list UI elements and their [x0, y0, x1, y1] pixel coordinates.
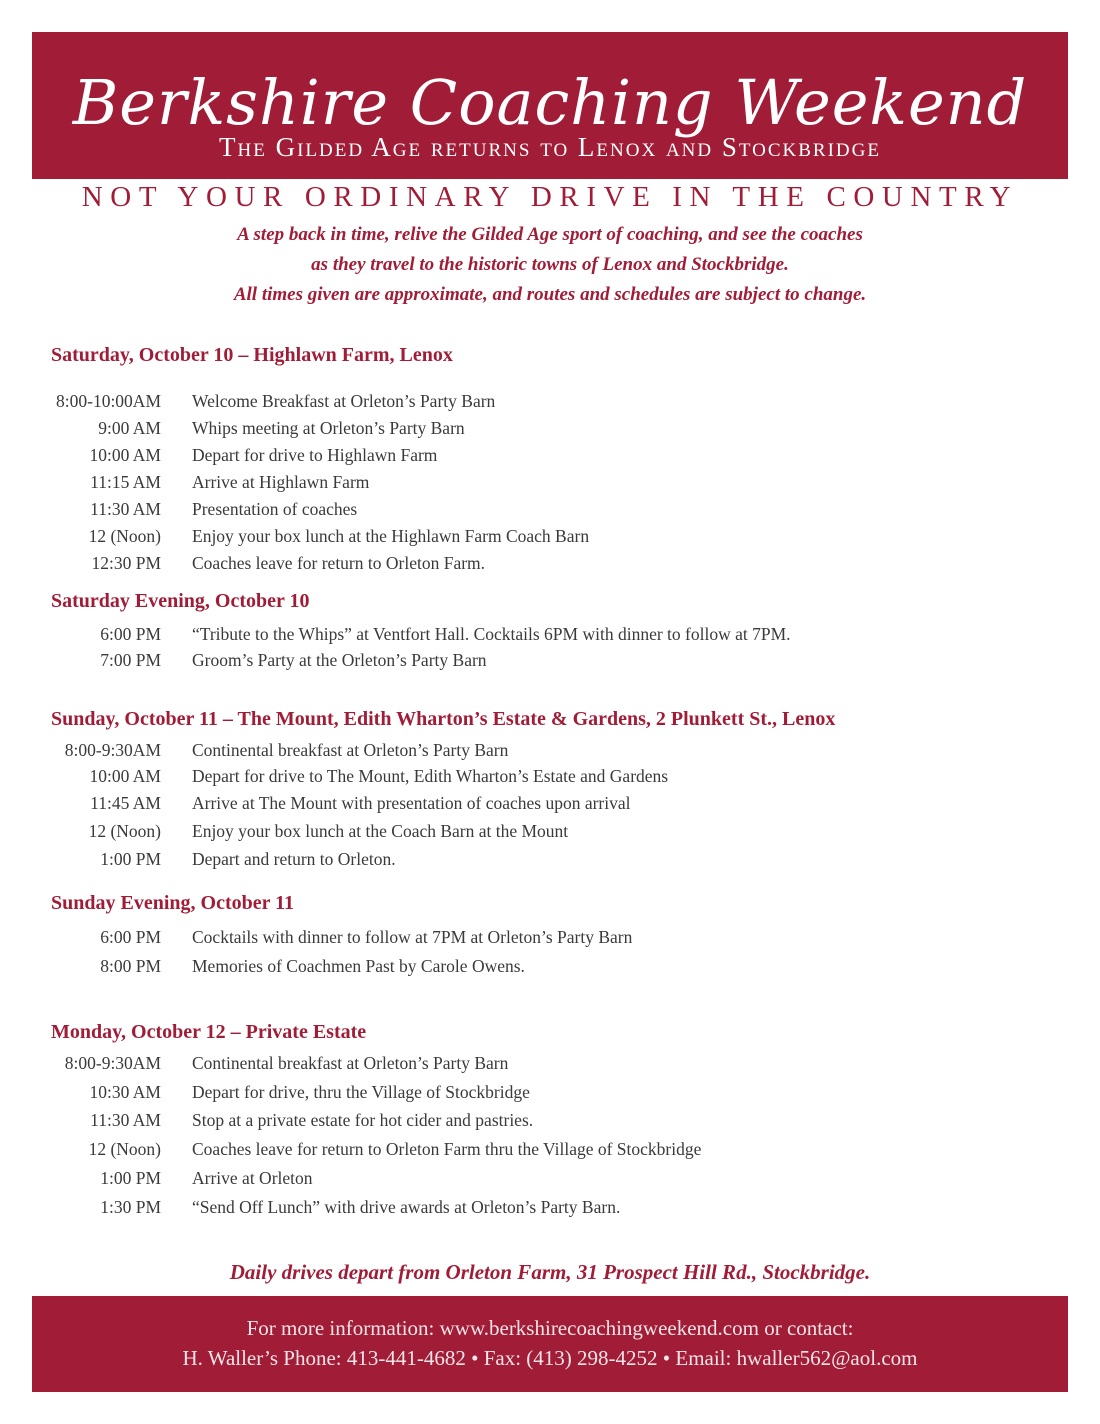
page-title: Berkshire Coaching Weekend — [72, 66, 1028, 139]
event-time: 6:00 PM — [100, 927, 161, 947]
event-description: “Tribute to the Whips” at Ventfort Hall. Cocktails 6PM with dinner to follow at 7PM. — [192, 624, 791, 644]
event-time: 1:00 PM — [100, 1168, 161, 1188]
event-description: Coaches leave for return to Orleton Farm thru the Village of Stockbridge — [192, 1139, 702, 1159]
event-time: 7:00 PM — [100, 650, 161, 670]
event-description: Whips meeting at Orleton’s Party Barn — [192, 418, 465, 438]
contact-details-line: H. Waller’s Phone: 413-441-4682 • Fax: (413) 298-4252 • Email: hwaller562@aol.com — [182, 1346, 918, 1370]
event-description: Enjoy your box lunch at the Coach Barn at the Mount — [192, 821, 569, 841]
header-banner — [32, 32, 1068, 179]
event-description: Groom’s Party at the Orleton’s Party Barn — [192, 650, 487, 670]
event-description: Enjoy your box lunch at the Highlawn Farm Coach Barn — [192, 526, 590, 546]
event-time: 12 (Noon) — [88, 526, 161, 546]
intro-text — [0, 220, 1100, 310]
event-description: Arrive at The Mount with presentation of coaches upon arrival — [192, 793, 631, 813]
event-description: Arrive at Highlawn Farm — [192, 472, 370, 492]
section-title-monday: Monday, October 12 – Private Estate — [51, 1021, 367, 1043]
event-time: 11:30 AM — [90, 499, 161, 519]
contact-info-line: For more information: www.berkshirecoachingweekend.com or contact: — [246, 1316, 854, 1340]
event-description: Depart for drive to Highlawn Farm — [192, 445, 438, 465]
event-time: 1:30 PM — [100, 1197, 161, 1217]
event-description: Depart for drive to The Mount, Edith Wharton’s Estate and Gardens — [192, 766, 669, 786]
event-description: Continental breakfast at Orleton’s Party Barn — [192, 1053, 509, 1073]
event-time: 8:00-9:30AM — [64, 740, 161, 760]
event-description: Coaches leave for return to Orleton Farm. — [192, 553, 486, 573]
event-time: 8:00 PM — [100, 956, 161, 976]
event-time: 12 (Noon) — [88, 1139, 161, 1159]
section-title-sunday-evening: Sunday Evening, October 11 — [51, 892, 295, 914]
event-description: Arrive at Orleton — [192, 1168, 313, 1188]
event-description: Cocktails with dinner to follow at 7PM at Orleton’s Party Barn — [192, 927, 633, 947]
departure-note: Daily drives depart from Orleton Farm, 31 Prospect Hill Rd., Stockbridge. — [229, 1260, 871, 1284]
section-title-sunday: Sunday, October 11 – The Mount, Edith Wharton’s Estate & Gardens, 2 Plunkett St., Lenox — [51, 708, 836, 730]
event-time: 12:30 PM — [91, 553, 161, 573]
event-time: 9:00 AM — [98, 418, 161, 438]
event-description: Continental breakfast at Orleton’s Party Barn — [192, 740, 509, 760]
event-time: 6:00 PM — [100, 624, 161, 644]
event-time: 10:30 AM — [89, 1082, 161, 1102]
page-subtitle: The Gilded Age returns to Lenox and Stockbridge — [219, 132, 881, 162]
event-time: 8:00-9:30AM — [64, 1053, 161, 1073]
intro-line: A step back in time, relive the Gilded Age sport of coaching, and see the coaches — [237, 224, 863, 245]
event-time: 11:15 AM — [90, 472, 161, 492]
contact-footer — [32, 1296, 1068, 1392]
intro-line: All times given are approximate, and routes and schedules are subject to change. — [233, 284, 867, 305]
event-time: 10:00 AM — [89, 766, 161, 786]
event-description: “Send Off Lunch” with drive awards at Orleton’s Party Barn. — [192, 1197, 621, 1217]
event-description: Stop at a private estate for hot cider and pastries. — [192, 1110, 534, 1130]
event-time: 11:45 AM — [90, 793, 161, 813]
event-description: Depart and return to Orleton. — [192, 849, 396, 869]
intro-line: as they travel to the historic towns of Lenox and Stockbridge. — [311, 254, 789, 275]
event-time: 12 (Noon) — [88, 821, 161, 841]
event-description: Welcome Breakfast at Orleton’s Party Barn — [192, 391, 496, 411]
tagline: NOT YOUR ORDINARY DRIVE IN THE COUNTRY — [81, 181, 1019, 213]
section-title-saturday-evening: Saturday Evening, October 10 — [51, 590, 310, 612]
event-description: Presentation of coaches — [192, 499, 358, 519]
event-time: 8:00-10:00AM — [56, 391, 161, 411]
event-time: 1:00 PM — [100, 849, 161, 869]
event-description: Memories of Coachmen Past by Carole Owens. — [192, 956, 525, 976]
event-time: 10:00 AM — [89, 445, 161, 465]
section-title-saturday: Saturday, October 10 – Highlawn Farm, Lenox — [51, 344, 453, 366]
event-description: Depart for drive, thru the Village of Stockbridge — [192, 1082, 530, 1102]
event-time: 11:30 AM — [90, 1110, 161, 1130]
